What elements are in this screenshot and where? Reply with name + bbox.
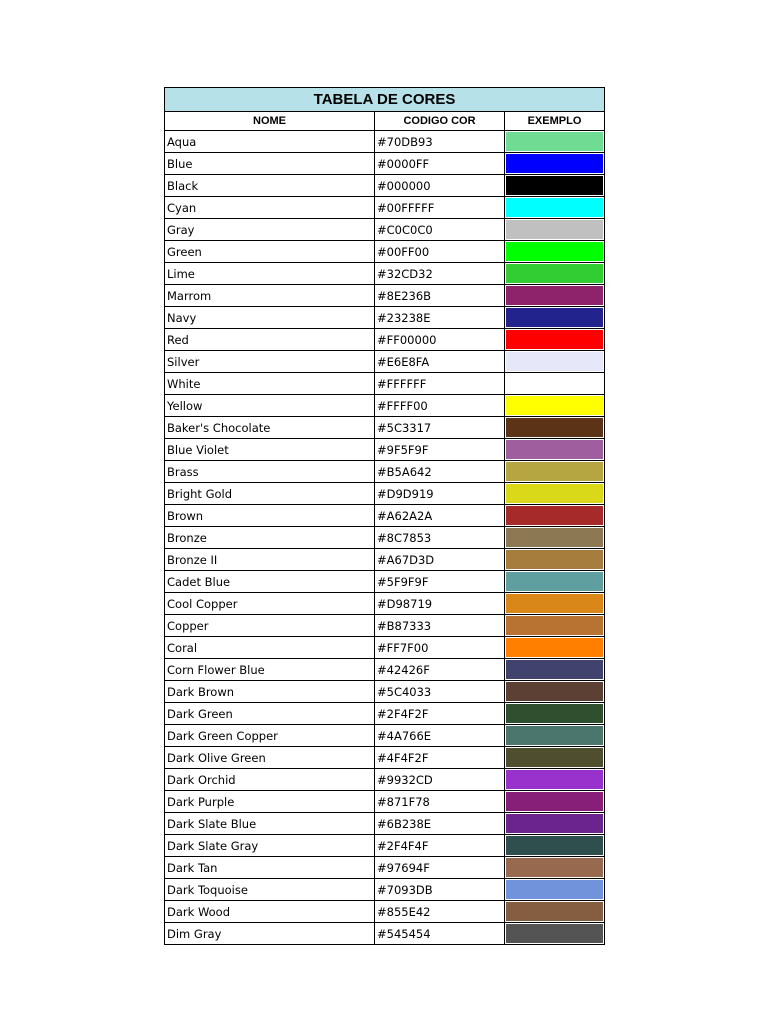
color-name-cell: Corn Flower Blue: [165, 659, 375, 681]
color-name-cell: Dim Gray: [165, 923, 375, 945]
color-example-cell: [505, 879, 605, 901]
table-row: [165, 373, 605, 395]
color-example-cell: [505, 175, 605, 197]
color-code-cell: #2F4F2F: [375, 703, 505, 725]
color-example-cell: [505, 373, 605, 395]
color-name-cell: Bronze: [165, 527, 375, 549]
title-row: [165, 88, 605, 112]
color-swatch: [506, 638, 603, 657]
color-example-cell: [505, 527, 605, 549]
color-swatch: [506, 462, 603, 481]
color-swatch: [506, 682, 603, 701]
color-name-cell: Dark Brown: [165, 681, 375, 703]
table-row: [165, 593, 605, 615]
color-name-cell: Lime: [165, 263, 375, 285]
color-example-cell: [505, 505, 605, 527]
color-name-cell: Coral: [165, 637, 375, 659]
color-code-cell: #000000: [375, 175, 505, 197]
color-example-cell: [505, 659, 605, 681]
table-row: [165, 417, 605, 439]
color-name-cell: Blue: [165, 153, 375, 175]
color-code-cell: #871F78: [375, 791, 505, 813]
color-swatch: [506, 132, 603, 151]
table-row: [165, 175, 605, 197]
color-example-cell: [505, 417, 605, 439]
table-row: [165, 329, 605, 351]
table-row: [165, 285, 605, 307]
color-code-cell: #7093DB: [375, 879, 505, 901]
color-code-cell: #2F4F4F: [375, 835, 505, 857]
table-row: [165, 571, 605, 593]
color-swatch: [506, 726, 603, 745]
color-name-cell: Marrom: [165, 285, 375, 307]
color-swatch: [506, 308, 603, 327]
color-swatch: [506, 154, 603, 173]
color-name-cell: Cyan: [165, 197, 375, 219]
color-code-cell: #E6E8FA: [375, 351, 505, 373]
color-name-cell: Yellow: [165, 395, 375, 417]
color-code-cell: #9932CD: [375, 769, 505, 791]
color-example-cell: [505, 461, 605, 483]
color-example-cell: [505, 835, 605, 857]
color-code-cell: #5C4033: [375, 681, 505, 703]
color-example-cell: [505, 813, 605, 835]
color-swatch: [506, 792, 603, 811]
color-example-cell: [505, 725, 605, 747]
color-swatch: [506, 440, 603, 459]
color-example-cell: [505, 263, 605, 285]
color-name-cell: Brown: [165, 505, 375, 527]
table-row: [165, 395, 605, 417]
color-example-cell: [505, 593, 605, 615]
color-example-cell: [505, 857, 605, 879]
color-name-cell: Dark Tan: [165, 857, 375, 879]
table-row: [165, 615, 605, 637]
color-swatch: [506, 748, 603, 767]
color-example-cell: [505, 395, 605, 417]
color-example-cell: [505, 571, 605, 593]
color-code-cell: #8E236B: [375, 285, 505, 307]
color-swatch: [506, 858, 603, 877]
color-code-cell: #B5A642: [375, 461, 505, 483]
color-code-cell: #00FF00: [375, 241, 505, 263]
color-name-cell: Dark Slate Blue: [165, 813, 375, 835]
color-name-cell: Dark Orchid: [165, 769, 375, 791]
color-swatch: [506, 594, 603, 613]
color-code-cell: #70DB93: [375, 131, 505, 153]
color-swatch: [506, 176, 603, 195]
table-row: [165, 923, 605, 945]
color-swatch: [506, 198, 603, 217]
color-example-cell: [505, 351, 605, 373]
color-code-cell: #00FFFFF: [375, 197, 505, 219]
color-swatch: [506, 814, 603, 833]
color-code-cell: #FFFF00: [375, 395, 505, 417]
color-example-cell: [505, 637, 605, 659]
color-example-cell: [505, 901, 605, 923]
color-name-cell: Brass: [165, 461, 375, 483]
table-row: [165, 637, 605, 659]
color-example-cell: [505, 483, 605, 505]
table-row: [165, 835, 605, 857]
color-name-cell: Bright Gold: [165, 483, 375, 505]
color-swatch: [506, 528, 603, 547]
color-swatch: [506, 572, 603, 591]
table-row: [165, 351, 605, 373]
color-code-cell: #8C7853: [375, 527, 505, 549]
color-example-cell: [505, 307, 605, 329]
color-name-cell: Dark Toquoise: [165, 879, 375, 901]
color-swatch: [506, 242, 603, 261]
color-swatch: [506, 616, 603, 635]
header-name: NOME: [165, 112, 375, 131]
color-swatch: [506, 286, 603, 305]
header-code: CODIGO COR: [375, 112, 505, 131]
table-row: [165, 725, 605, 747]
color-example-cell: [505, 681, 605, 703]
color-swatch: [506, 396, 603, 415]
color-swatch: [506, 550, 603, 569]
color-code-cell: #5C3317: [375, 417, 505, 439]
color-swatch: [506, 924, 603, 943]
color-swatch: [506, 330, 603, 349]
color-code-cell: #B87333: [375, 615, 505, 637]
color-swatch: [506, 880, 603, 899]
color-name-cell: Dark Green: [165, 703, 375, 725]
color-name-cell: Dark Slate Gray: [165, 835, 375, 857]
color-name-cell: Red: [165, 329, 375, 351]
color-name-cell: Baker's Chocolate: [165, 417, 375, 439]
color-code-cell: #4A766E: [375, 725, 505, 747]
color-code-cell: #FF00000: [375, 329, 505, 351]
color-swatch: [506, 418, 603, 437]
color-code-cell: #D98719: [375, 593, 505, 615]
table-row: [165, 461, 605, 483]
table-row: [165, 439, 605, 461]
color-example-cell: [505, 769, 605, 791]
color-example-cell: [505, 615, 605, 637]
table-row: [165, 241, 605, 263]
table-row: [165, 769, 605, 791]
color-swatch: [506, 704, 603, 723]
color-example-cell: [505, 791, 605, 813]
table-row: [165, 703, 605, 725]
table-row: [165, 483, 605, 505]
color-code-cell: #4F4F2F: [375, 747, 505, 769]
color-example-cell: [505, 329, 605, 351]
color-code-cell: #9F5F9F: [375, 439, 505, 461]
color-swatch: [506, 264, 603, 283]
table-row: [165, 263, 605, 285]
color-name-cell: Black: [165, 175, 375, 197]
color-example-cell: [505, 241, 605, 263]
color-code-cell: #A62A2A: [375, 505, 505, 527]
color-example-cell: [505, 747, 605, 769]
table-row: [165, 131, 605, 153]
table-row: [165, 681, 605, 703]
color-swatch: [506, 352, 603, 371]
color-swatch: [506, 836, 603, 855]
table-row: [165, 549, 605, 571]
color-code-cell: #6B238E: [375, 813, 505, 835]
color-swatch: [506, 374, 603, 393]
table-row: [165, 747, 605, 769]
color-name-cell: Dark Wood: [165, 901, 375, 923]
color-code-cell: #D9D919: [375, 483, 505, 505]
color-name-cell: Green: [165, 241, 375, 263]
table-row: [165, 659, 605, 681]
color-swatch: [506, 220, 603, 239]
color-example-cell: [505, 219, 605, 241]
color-name-cell: Gray: [165, 219, 375, 241]
color-example-cell: [505, 549, 605, 571]
color-name-cell: Dark Purple: [165, 791, 375, 813]
color-swatch: [506, 484, 603, 503]
color-example-cell: [505, 703, 605, 725]
table-row: [165, 505, 605, 527]
color-code-cell: #5F9F9F: [375, 571, 505, 593]
color-example-cell: [505, 285, 605, 307]
color-code-cell: #32CD32: [375, 263, 505, 285]
color-code-cell: #42426F: [375, 659, 505, 681]
table-row: [165, 879, 605, 901]
color-code-cell: #FF7F00: [375, 637, 505, 659]
color-example-cell: [505, 197, 605, 219]
table-row: [165, 219, 605, 241]
table-row: [165, 791, 605, 813]
table-title: TABELA DE CORES: [165, 88, 605, 112]
color-code-cell: #C0C0C0: [375, 219, 505, 241]
color-example-cell: [505, 923, 605, 945]
color-name-cell: Dark Green Copper: [165, 725, 375, 747]
color-name-cell: Cadet Blue: [165, 571, 375, 593]
color-example-cell: [505, 439, 605, 461]
color-code-cell: #23238E: [375, 307, 505, 329]
color-code-cell: #FFFFFF: [375, 373, 505, 395]
color-name-cell: Bronze II: [165, 549, 375, 571]
color-name-cell: Navy: [165, 307, 375, 329]
header-example: EXEMPLO: [505, 112, 605, 131]
color-example-cell: [505, 153, 605, 175]
color-name-cell: Dark Olive Green: [165, 747, 375, 769]
table-row: [165, 527, 605, 549]
color-name-cell: Blue Violet: [165, 439, 375, 461]
color-swatch: [506, 902, 603, 921]
table-row: [165, 901, 605, 923]
color-name-cell: White: [165, 373, 375, 395]
table-row: [165, 153, 605, 175]
color-swatch: [506, 506, 603, 525]
color-code-cell: #97694F: [375, 857, 505, 879]
color-name-cell: Aqua: [165, 131, 375, 153]
color-code-cell: #545454: [375, 923, 505, 945]
table-row: [165, 857, 605, 879]
color-name-cell: Copper: [165, 615, 375, 637]
color-name-cell: Silver: [165, 351, 375, 373]
color-example-cell: [505, 131, 605, 153]
color-code-cell: #A67D3D: [375, 549, 505, 571]
color-code-cell: #0000FF: [375, 153, 505, 175]
table-row: [165, 197, 605, 219]
color-swatch: [506, 660, 603, 679]
header-row: [165, 112, 605, 131]
color-code-cell: #855E42: [375, 901, 505, 923]
color-name-cell: Cool Copper: [165, 593, 375, 615]
table-row: [165, 307, 605, 329]
table-row: [165, 813, 605, 835]
color-table: [164, 87, 605, 945]
color-swatch: [506, 770, 603, 789]
